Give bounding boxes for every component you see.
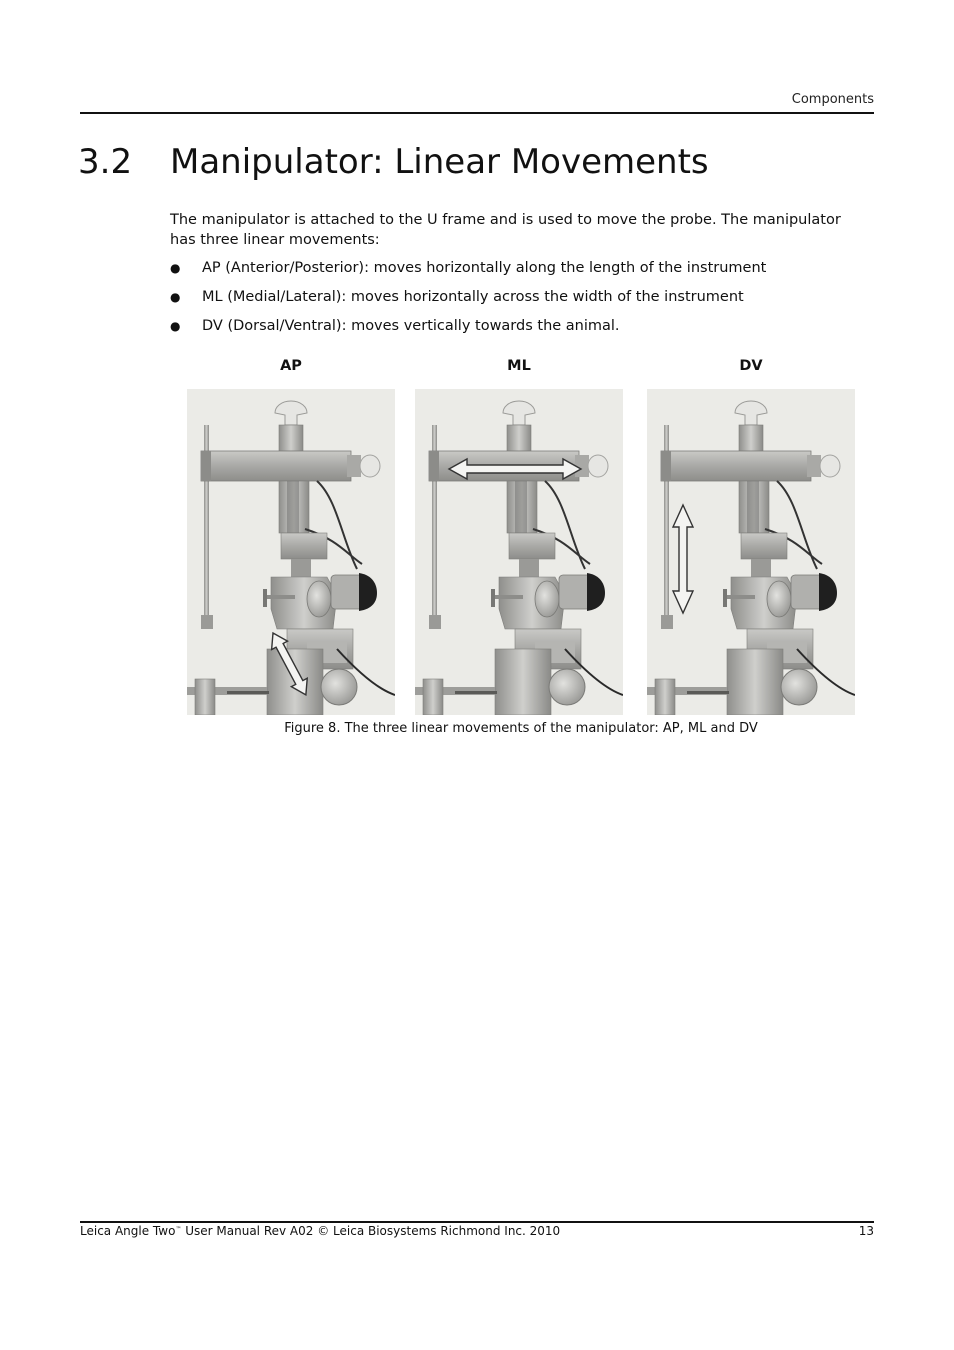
trademark-mark: ™ xyxy=(175,1226,182,1233)
footer-product: Leica Angle Two xyxy=(80,1224,176,1238)
header-rule xyxy=(80,112,874,114)
footer-text xyxy=(80,1224,560,1238)
bullet-icon: ● xyxy=(170,319,181,333)
list-item xyxy=(170,258,870,287)
movement-list xyxy=(170,258,870,345)
panel-label-dv: DV xyxy=(739,358,763,374)
section-heading: Manipulator: Linear Movements xyxy=(170,142,709,182)
section-number: 3.2 xyxy=(78,142,133,182)
intro-paragraph: The manipulator is attached to the U frame and is used to move the probe. The manipulator has three linear movements: xyxy=(170,212,841,248)
figure-caption: Figure 8. The three linear movements of the manipulator: AP, ML and DV xyxy=(284,721,758,736)
list-item-text: AP (Anterior/Posterior): moves horizontally along the length of the instrument xyxy=(202,260,767,276)
list-item-text: DV (Dorsal/Ventral): moves vertically towards the animal. xyxy=(202,318,620,334)
page-number: 13 xyxy=(858,1224,874,1238)
panel-label-ap: AP xyxy=(280,358,302,374)
section-title xyxy=(78,142,709,182)
list-item xyxy=(170,316,870,345)
photo-ap xyxy=(187,389,395,715)
list-item xyxy=(170,287,870,316)
footer-rule xyxy=(80,1221,874,1223)
bullet-icon: ● xyxy=(170,261,181,275)
bullet-icon: ● xyxy=(170,290,181,304)
photo-ml xyxy=(415,389,623,715)
panel-label-ml: ML xyxy=(507,358,531,374)
list-item-text: ML (Medial/Lateral): moves horizontally across the width of the instrument xyxy=(202,289,744,305)
running-header: Components xyxy=(791,92,874,107)
footer-copyright: User Manual Rev A02 © Leica Biosystems Richmond Inc. 2010 xyxy=(181,1224,561,1238)
photo-dv xyxy=(647,389,855,715)
